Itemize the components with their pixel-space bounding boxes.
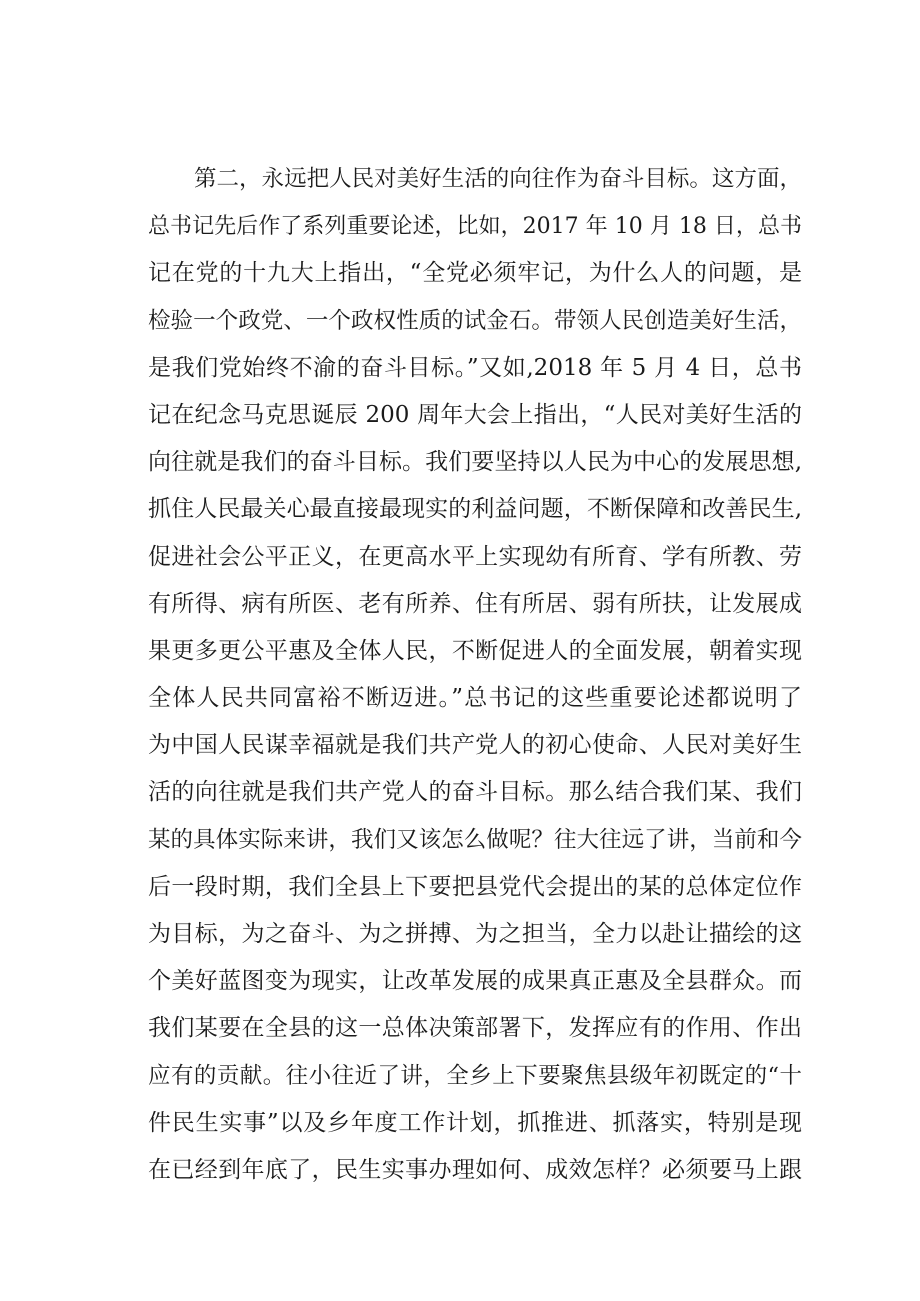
paragraph-line: 记在党的十九大上指出，“全党必须牢记，为什么人的问题，是 bbox=[148, 260, 802, 287]
paragraph-line: 是我们党始终不渝的奋斗目标。”又如,2018 年 5 月 4 日，总书 bbox=[148, 354, 802, 381]
paragraph-line: 我们某要在全县的这一总体决策部署下，发挥应有的作用、作出 bbox=[148, 1015, 802, 1042]
paragraph-line: 有所得、病有所医、老有所养、住有所居、弱有所扶，让发展成 bbox=[148, 590, 802, 617]
paragraph-line: 活的向往就是我们共产党人的奋斗目标。那么结合我们某、我们 bbox=[148, 779, 802, 806]
paragraph-line: 促进社会公平正义，在更高水平上实现幼有所育、学有所教、劳 bbox=[148, 543, 802, 570]
paragraph-line: 件民生实事”以及乡年度工作计划，抓推进、抓落实，特别是现 bbox=[148, 1109, 802, 1136]
paragraph-line: 总书记先后作了系列重要论述，比如，2017 年 10 月 18 日，总书 bbox=[148, 214, 802, 240]
paragraph-line: 个美好蓝图变为现实，让改革发展的成果真正惠及全县群众。而 bbox=[148, 968, 802, 995]
paragraph-line: 果更多更公平惠及全体人民，不断促进人的全面发展，朝着实现 bbox=[148, 637, 802, 664]
paragraph-line: 抓住人民最关心最直接最现实的利益问题，不断保障和改善民生, bbox=[148, 496, 802, 523]
paragraph-line: 后一段时期，我们全县上下要把县党代会提出的某的总体定位作 bbox=[148, 873, 802, 900]
paragraph-line: 某的具体实际来讲，我们又该怎么做呢？往大往远了讲，当前和今 bbox=[148, 826, 802, 853]
paragraph-line: 在已经到年底了，民生实事办理如何、成效怎样？必须要马上跟 bbox=[148, 1156, 802, 1183]
paragraph-line: 第二，永远把人民对美好生活的向往作为奋斗目标。这方面， bbox=[194, 166, 802, 192]
paragraph-line: 为中国人民谋幸福就是我们共产党人的初心使命、人民对美好生 bbox=[148, 732, 802, 759]
paragraph-line: 为目标，为之奋斗、为之拼搏、为之担当，全力以赴让描绘的这 bbox=[148, 921, 802, 947]
paragraph-line: 记在纪念马克思诞辰 200 周年大会上指出，“人民对美好生活的 bbox=[148, 401, 802, 428]
paragraph-line: 向往就是我们的奋斗目标。我们要坚持以人民为中心的发展思想, bbox=[148, 449, 802, 476]
paragraph-line: 全体人民共同富裕不断迈进。”总书记的这些重要论述都说明了 bbox=[148, 685, 802, 712]
paragraph-line: 应有的贡献。往小往近了讲，全乡上下要聚焦县级年初既定的“十 bbox=[148, 1062, 802, 1089]
paragraph-line: 检验一个政党、一个政权性质的试金石。带领人民创造美好生活， bbox=[148, 307, 802, 334]
body-paragraph bbox=[148, 156, 802, 1194]
